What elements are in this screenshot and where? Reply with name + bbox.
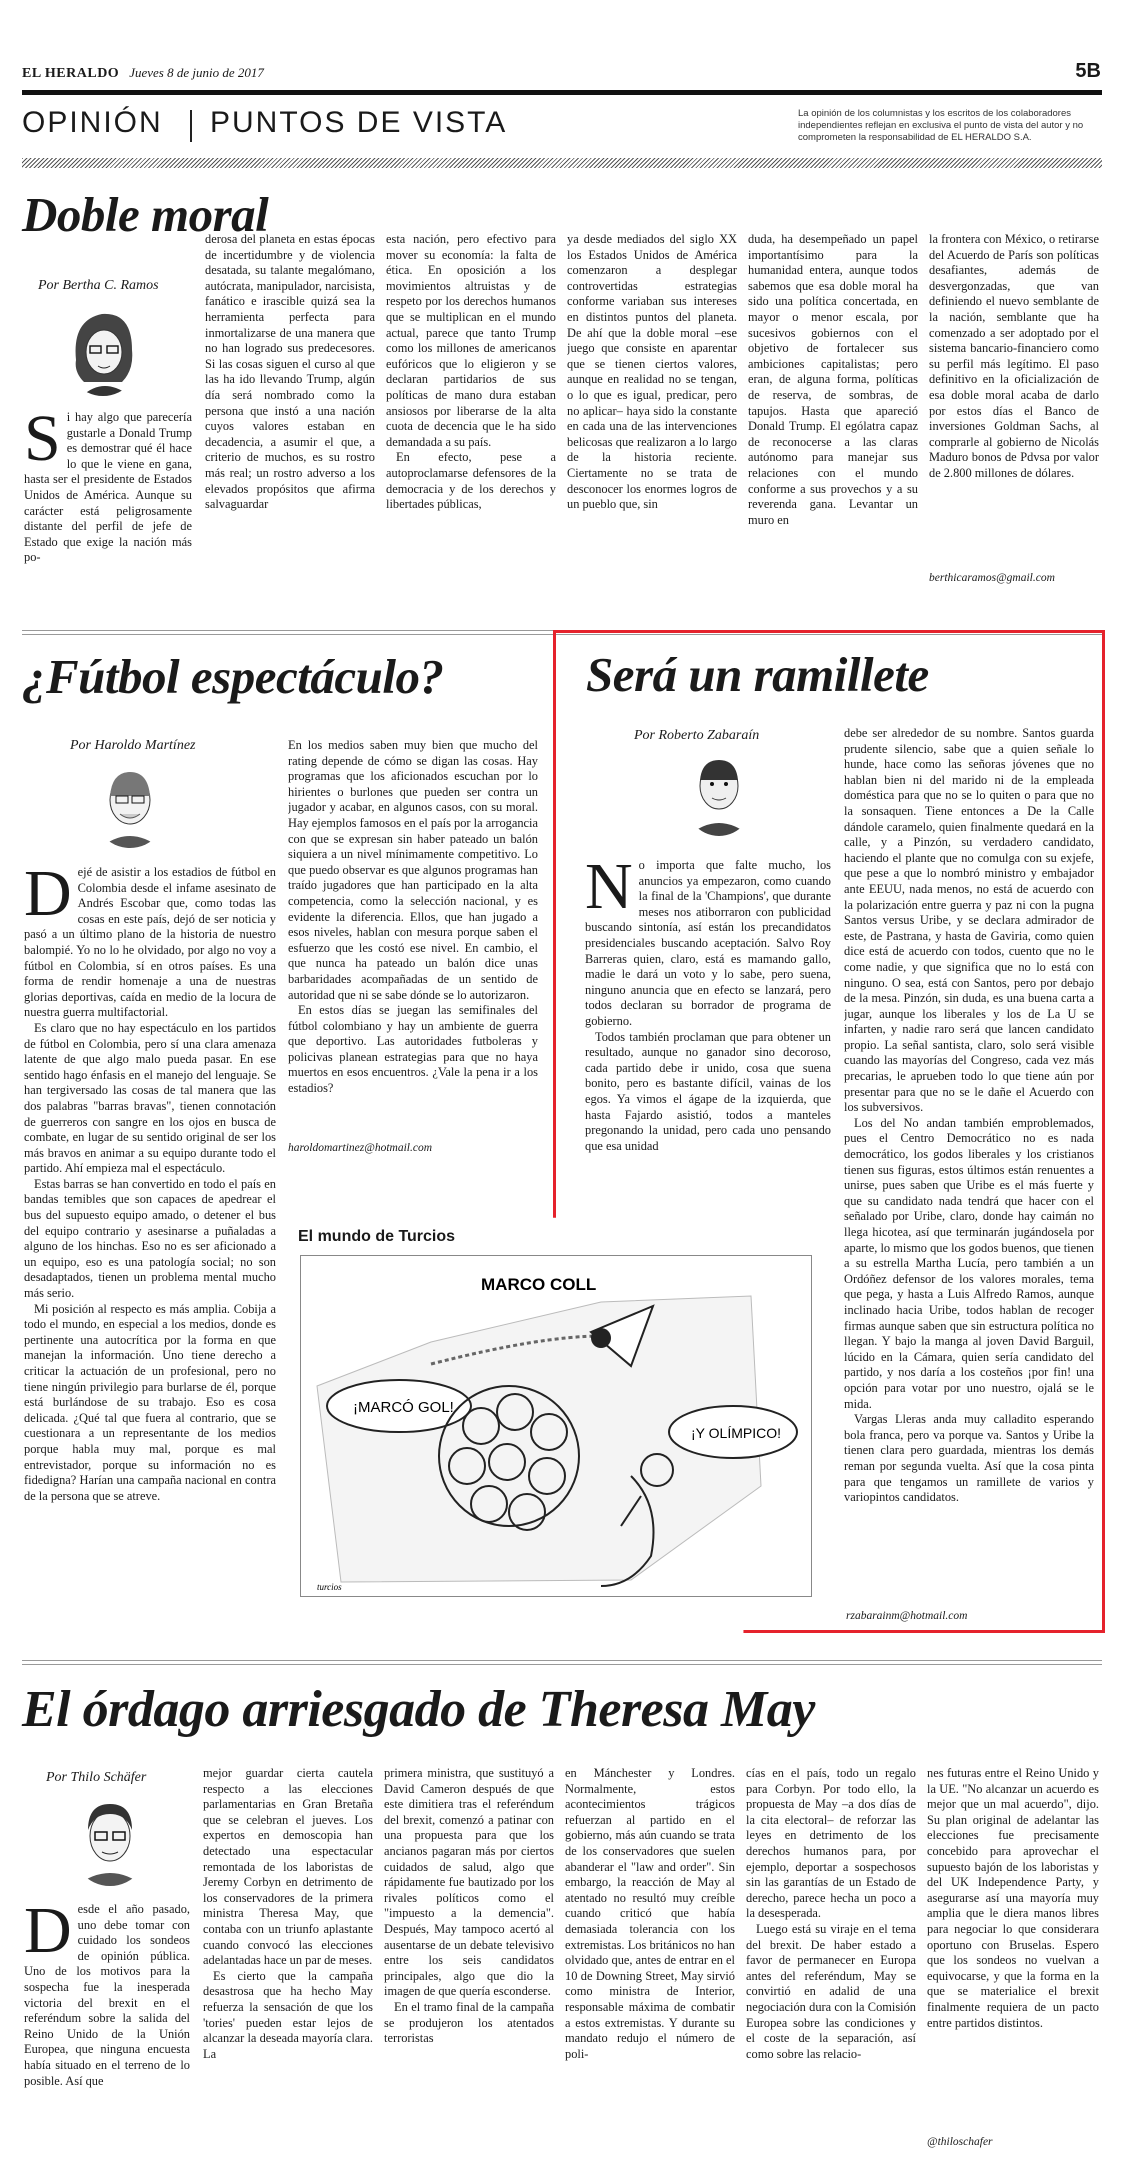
article-column — [24, 865, 276, 1610]
author-byline: Por Haroldo Martínez — [70, 738, 196, 753]
paragraph: En estos días se juegan las semifinales del fútbol colombiano y hay un ambiente de guerra que deportivo. Las autoridades futboleras y policivas planean estrategias para que no haya muertos en esos encuentros. ¿Vale la pena ir a los estadios? — [288, 1003, 538, 1096]
author-portrait — [682, 750, 756, 836]
section-label: OPINIÓN — [22, 106, 163, 139]
paragraph: la frontera con México, o retirarse del Acuerdo de París son políticas desafiantes, además de desvergonzadas, que van definiendo el nuevo semblante de la nación, semblante que ha comenzado a ser adoptado por el sistema bancario-financiero como su perfil más legítimo. El paso definitivo en la oficialización de esa doble moral acaba de darlo por estos días el Banco de inversiones Goldman Sachs, al comprarle al gobierno de Nicolás Maduro bonos de Pdvsa por valor de 2.800 millones de dólares. — [929, 232, 1099, 480]
article-title: El órdago arriesgado de Theresa May — [22, 1681, 815, 1738]
paragraph: ya desde mediados del siglo XX los Estados Unidos de América comenzaron a desplegar controvertidas estrategias conforme variaban sus intereses en distintos puntos del planeta. De ahí que la doble moral –ese juego que consiste en aparentar que se tienen ciertos valores, aunque en realidad no se tengan, o lo que es igual, predicar, pero no aplicar– haya sido la constante en cada una de las intervenciones belicosas que realizaron a lo largo de la historia reciente. Ciertamente no se trata de desconocer los enormes logros de un pueblo que, sin — [567, 232, 737, 512]
masthead — [22, 64, 1102, 84]
article-column — [386, 232, 556, 586]
article-column — [203, 1766, 373, 2156]
paragraph: nes futuras entre el Reino Unido y la UE. "No alcanzar un acuerdo es mejor que un mal acuerdo", dijo. Su plan original de adelantar las elecciones fue precisamente concebido para aprovechar el supuesto bajón de los laboristas y del UK Independence Party, y asegurarse así una mayoría muy amplia que le diera manos libres para negociar lo que considerara oportuno con Bruselas. Espero que los sondeos no vuelvan a equivocarse, y que la forma en la que se materialice el brexit finalmente requiera de un pacto entre partidos distintos. — [927, 1766, 1099, 2030]
paragraph: derosa del planeta en estas épocas de incertidumbre y de violencia desatada, su talante megalómano, autócrata, manipulador, narcisista, fanático e irascible quizá sea la herramienta perfecta para inmortalizarse de una manera que no han logrado sus predecesores. Si las cosas siguen el curso al que las ha ido llevando Trump, algún día será nombrado como la persona que instó a una nación cuyos valores estaban en decadencia, a asumir el que, a criterio de muchos, es su rostro más real; un rostro adverso a los elevados propósitos que afirma salvaguardar — [205, 232, 375, 512]
masthead-rule — [22, 90, 1102, 95]
cartoon — [300, 1255, 812, 1597]
author-byline: Por Bertha C. Ramos — [38, 278, 159, 293]
paragraph: esde el año pasado, uno debe tomar con cuidado los sondeos de opinión pública. Uno de los motivos para la sospecha fue la inesperada victoria del brexit en el referéndum sobre la salida del Reino Unido de la Unión Europea, que ninguna encuesta había situado en el terreno de lo posible. Así que — [24, 1902, 190, 2088]
cartoon-caption: MARCO COLL — [481, 1275, 597, 1294]
paragraph: mejor guardar cierta cautela respecto a las elecciones parlamentarias en Gran Bretaña que se celebran el jueves. Los expertos en demoscopia han detectado una espectacular remontada de los laboristas de Jeremy Corbyn en detrimento de los conservadores de la primera ministra Theresa May, que contaba con un triunfo aplastante cuando convocó las elecciones adelantadas hace un par de meses. — [203, 1766, 373, 1968]
article-column — [205, 232, 375, 586]
author-byline: Por Thilo Schäfer — [46, 1770, 147, 1785]
article-column — [585, 858, 831, 1176]
article-column — [748, 232, 918, 586]
paragraph: Los del No andan también emproblemados, pues el Centro Democrático no es nada democrático, los godos liberales y los cristianos tienen sus figuras, estos últimos están renuentes a unirse, pues saben que Uribe es el más fuerte y que su candidato nada tendrá que hacer con el señalado por Uribe, claro, donde hay caimán no llega hicotea, así que terminarán jugándosela por aparte, lo mismo que los godos buenos, que tienen a su estrella Martha Lucía, pero también a un Ordóñez defensor de los valores morales, tema que pega, y hasta a Luis Alfredo Ramos, aunque inclinado hacia Uribe, todos hablan de recoger firmas aunque saben que sin estructura política no llegan. Y bajo la manga al joven David Barguil, lúcido en la Cámara, quien sería candidato del partido, y nos daría a los costeños ¡por fin! una opción para votar por uno nuestro, ojalá se le mida. — [844, 1115, 1094, 1411]
paragraph: Vargas Lleras anda muy calladito esperando bola franca, pero va porque va. Santos y Uribe la tienen clara pero guardada, mientras los demás reman por segunda vuelta. Así que la cosa pinta para que tengamos un ramillete de varios y variopintos candidatos. — [844, 1412, 1094, 1505]
section-sublabel: PUNTOS DE VISTA — [210, 106, 508, 139]
paragraph: en Mánchester y Londres. Normalmente, estos acontecimientos trágicos refuerzan al partido en el gobierno, más aún cuando se trata de los conservadores que suelen abanderar el "law and order". Sin embargo, la reacción de May al atentado no resultó muy creíble cuando criticó que había demasiada tolerancia con los extremistas. Los británicos no han olvidado que, antes de entrar en el 10 de Downing Street, May sirvió como ministra de Interior, responsable máxima de combatir a estos extremistas. Y durante su mandato redujo el número de poli- — [565, 1766, 735, 2061]
speech-bubble-gol: ¡MARCÓ GOL! — [353, 1399, 454, 1416]
author-portrait — [68, 1790, 152, 1886]
article-column — [927, 1766, 1099, 2132]
article-column — [565, 1766, 735, 2156]
author-portrait — [90, 758, 170, 848]
drop-cap: D — [24, 865, 72, 930]
article-column — [746, 1766, 916, 2156]
paper-name: EL HERALDO — [22, 66, 120, 81]
section-divider — [190, 110, 192, 142]
drop-cap: D — [24, 1902, 72, 1967]
paragraph: primera ministra, que sustituyó a David Cameron después de que este dimitiera tras el referéndum del brexit, comenzó a patinar con una propuesta para que los ancianos pagaran más por ciertos cuidados de salud, algo que rápidamente fue bautizado por los rivales políticos como el "impuesto a la demencia". Después, May tampoco acertó al ausentarse de un debate televisivo entre los seis candidatos principales, algo que dio la imagen de que quería esconderse. — [384, 1766, 554, 1999]
paragraph: En efecto, pese a autoproclamarse defensores de la democracia y de los derechos y libertades públicas, — [386, 450, 556, 512]
paragraph: Mi posición al respecto es más amplia. Cobija a todo el mundo, en especial a los medios, donde es pertinente una autocrítica por la forma en que manejan la información. Uno tiene derecho a criticar la actuación de un profesional, pero no tiene ningún privilegio para burlarse de él, porque está burlándose de su trabajo. Eso es cosa delicada. ¿Qué tal que fuera al contrario, que se cuestionara a un representante de los medios porque habla muy mal, porque es mal entrevistador, porque su información no es fidedigna? Harían una campaña nacional en contra de la persona que se atreve. — [24, 1301, 276, 1503]
article-column — [929, 232, 1099, 568]
paragraph: esta nación, pero efectivo para mover su economía: la falta de ética. En oposición a los movimientos altruistas y de respeto por los derechos humanos que se multiplican en el mundo actual, parece que tanto Trump como los millones de americanos eufóricos que lo eligieron y se declaran partidarios de sus políticas de mano dura estaban ansiosos por liberarse de la alta cuota de decencia que le ha sido demandada a su país. — [386, 232, 556, 449]
author-email: @thiloschafer — [927, 2136, 993, 2148]
paragraph: En los medios saben muy bien que mucho del rating depende de cómo se digan las cosas. Hay programas que los aficionados escuchan por lo hirientes o burlones que pueden ser contra un jugador y acabar, en algunos casos, con su moral. Hay ejemplos famosos en el país por la arrogancia con que se expresan sin haber pateado un balón siquiera a un nivel mínimamente competitivo. Lo que puedo observar es que algunos programas han traído jugadores que han participado en la alta competencia, como la selección nacional, y es evidente la diferencia. Ellos, que han jugado a esos niveles, hablan con mesura porque saben el esfuerzo que les costó ese nivel. En cambio, el que nunca ha pateado un balón dice unas barbaridades acompañadas de un sentido de autoridad que ni se sabe dónde se lo autorizaron. — [288, 738, 538, 1002]
drop-cap: N — [585, 858, 633, 923]
article-title: ¿Fútbol espectáculo? — [22, 649, 444, 704]
article-title: Será un ramillete — [586, 647, 929, 702]
author-email: berthicaramos@gmail.com — [929, 572, 1055, 584]
paragraph: Luego está su viraje en el tema del brexit. De haber estado a favor de permanecer en Europa antes del referéndum, May se convirtió en adalid de una negociación dura con la Comisión Europea sobre las condiciones y el coste de la separación, así como sobre las relacio- — [746, 1921, 916, 2061]
section-divider-line — [22, 1660, 1102, 1661]
disclaimer: La opinión de los columnistas y los escritos de los colaboradores independientes reflejan en exclusiva el punto de vista del autor y no comprometen la responsabilidad de EL HERALDO S.A. — [798, 108, 1084, 143]
paragraph: cías en el país, todo un regalo para Corbyn. Por todo ello, la propuesta de May –a dos días de la cita electoral– de reforzar las leyes en detrimento de los derechos humanos para, por ejemplo, deportar a sospechosos sin las garantías de un Estado de derecho, parece hecha un poco a la desesperada. — [746, 1766, 916, 1921]
drop-cap: S — [24, 410, 61, 475]
speech-bubble-olimpico: ¡Y OLÍMPICO! — [691, 1425, 781, 1441]
paragraph: En el tramo final de la campaña se produjeron los atentados terroristas — [384, 1999, 554, 2046]
paragraph: duda, ha desempeñado un papel importantísimo para la humanidad entera, aunque todos sabemos que esa doble moral ha sido una política concertada, en mayor o menor escala, por sucesivos gobiernos con el objetivo de fortalecer sus ambiciones capitalistas; pero eran, de alguna forma, políticas de reserva, de sombras, de tapujos. Hasta que apareció Donald Trump. El ególatra capaz de reconocerse a las claras autónomo para manejar sus relaciones con el mundo conforme a sus provechos y a su reverenda gana. Levantar un muro en — [748, 232, 918, 527]
article-column — [24, 410, 192, 586]
paragraph: Todos también proclaman que para obtener un resultado, aunque no ganador sino decoroso, cada partido debe ir unido, cosa que suena bonito, pero es bastante difícil, vainas de los egos. Ya vimos el ágape de la izquierda, que hasta Fajardo asistió, todos a manteles pregonando la unidad, pero cada uno pensando que esa unidad — [585, 1029, 831, 1153]
cartoon-section-title: El mundo de Turcios — [298, 1228, 456, 1245]
paragraph: debe ser alrededor de su nombre. Santos guarda prudente silencio, sabe que a quien señale lo hunde, hace como las señoras jóvenes que no hablan bien ni del marido ni de la empleada doméstica para que no se lo quiten o para que no la sonsaquen. Tiene entonces a De la Calle dándole caramelo, quien finalmente quedará en la calle, y a Pinzón, su verdadero candidato, haciendo el plante que no comulga con su exjefe, que pese a que lo nombró ministro y embajador ante EEUU, nada menos, no está de acuerdo con la polarización entre guerra y paz ni con la pugna Santos versus Uribe, y se declara admirador de este, de Pastrana, y hasta de Gaviria, como quien dice está de acuerdo con todos, cuento que no le come nadie, y que significa que no lo está con ninguno. O sea, está con Santos, pero por debajo de la mesa. Pinzón, sin duda, es una buena carta a jugar, aunque los liberales y los de La U se infarten, y nadie raro será que lancen candidato propio. La señal santista, claro, solo será visible cuando las mayorías del Congreso, cada vez más precarias, le aprueben todo lo que tiene aún por presentar para que no se le dañe el Acuerdo con los subversivos. — [844, 726, 1094, 1115]
paragraph: Estas barras se han convertido en todo el país en bandas temibles que son capaces de apedrear el bus del supuesto equipo amado, o detener el bus del equipo contrario y asesinarse a puñaladas a alguno de los hinchas. Eso no es ser aficionado a un equipo, eso es una patología social; no son desadaptados, tienen un problema mental mucho más serio. — [24, 1176, 276, 1301]
author-email: rzabarainm@hotmail.com — [846, 1610, 968, 1622]
article-column — [384, 1766, 554, 2156]
section-divider-line — [22, 1664, 1102, 1665]
artist-signature: turcios — [317, 1582, 342, 1592]
paragraph: i hay algo que parecería gustarle a Donald Trump es demostrar qué él hace lo que le viene en gana, hasta ser el presidente de Estados Unidos de América. Aunque su carácter está peligrosamente distante del perfil de jefe de Estado que exige la nación más po- — [24, 410, 192, 565]
issue-date: Jueves 8 de junio de 2017 — [129, 65, 264, 80]
page-number: 5B — [1075, 60, 1101, 82]
paragraph: o importa que falte mucho, los anuncios ya empezaron, como cuando la final de la 'Champions', que durante meses nos atiborraron con publicidad buscando sintonía, así están los precandidatos presidenciales buscando aceptación. Salvo Roy Barreras quien, claro, está es mamando gallo, madie le dará un voto y lo sabe, pero suena, ninguno anuncia que en efecto se lanzará, pero todos declaran su borrador de programa de gobierno. — [585, 858, 831, 1028]
author-byline: Por Roberto Zabaraín — [634, 728, 760, 743]
author-email: haroldomartinez@hotmail.com — [288, 1142, 432, 1154]
article-column — [24, 1902, 190, 2156]
article-column — [288, 738, 538, 1128]
paragraph: ejé de asistir a los estadios de fútbol en Colombia desde el infame asesinato de Andrés Escobar que, como todas las cosas en este país, dejó de ser noticia y pasó a un último plano de la historia de nuestro balompié. Yo no lo he olvidado, por algo no voy a fútbol en Colombia, sí en otros países. Es una forma de rendir homenaje a una de nuestras glorias deportivas, caída en medio de la locura de nuestra guerra multifactorial. — [24, 865, 276, 1020]
paragraph: Es cierto que la campaña desastrosa que ha hecho May refuerza la sensación de que los 'tories' pueden estar lejos de alcanzar la deseada mayoría clara. La — [203, 1968, 373, 2061]
article-column — [567, 232, 737, 586]
article-column — [844, 726, 1094, 1606]
article-title: Doble moral — [22, 187, 269, 242]
paragraph: Es claro que no hay espectáculo en los partidos de fútbol en Colombia, pero sí una clara amenaza latente de que algo malo pueda pasar. En ese sentido hago énfasis en el manejo del lenguaje. Se han tergiversado las cosas de tal manera que las dos palabras "barras bravas", tienen connotación de guerreros con sangre en los ojos en busca de combate, en lugar de su sentido original de ser los más bravos en animar a su equipo durante todo el partido. Ahí empieza mal el espectáculo. — [24, 1020, 276, 1176]
author-portrait — [62, 300, 144, 396]
hatched-band — [22, 158, 1102, 168]
